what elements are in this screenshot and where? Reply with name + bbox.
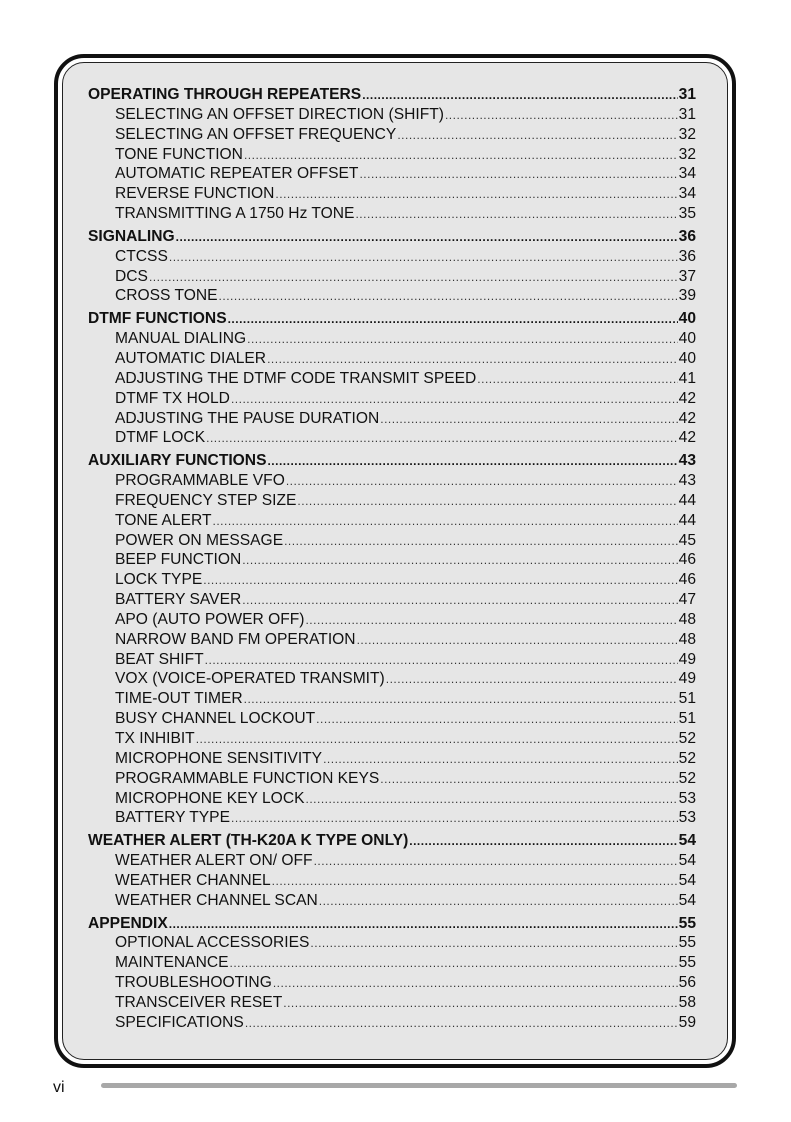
toc-section-heading[interactable] [88,227,696,247]
toc-entry[interactable] [88,267,696,287]
toc-entry-title: WEATHER CHANNEL [115,871,271,889]
toc-entry-page: 34 [678,165,696,183]
dot-leader [284,532,678,552]
page-number: vi [53,1079,65,1096]
toc-entry[interactable] [88,689,696,709]
toc-entry-page: 41 [678,369,696,387]
toc-section [88,451,696,828]
toc-entry-page: 54 [678,852,696,870]
toc-entry-page: 37 [678,267,696,285]
toc-entry-title: FREQUENCY STEP SIZE [115,491,297,509]
toc-entry-title: APPENDIX [88,914,168,932]
dot-leader [205,651,678,671]
dot-leader [310,934,677,954]
dot-leader [213,512,678,532]
toc-entry-title: ADJUSTING THE PAUSE DURATION [115,409,380,427]
toc-entry-page: 51 [678,690,696,708]
toc-entry[interactable] [88,491,696,511]
dot-leader [176,228,678,248]
toc-section [88,914,696,1033]
toc-entry-title: BATTERY TYPE [115,809,230,827]
toc-entry-title: MANUAL DIALING [115,330,247,348]
toc-section-heading[interactable] [88,914,696,934]
toc-entry-page: 49 [678,670,696,688]
toc-entry-title: POWER ON MESSAGE [115,531,284,549]
toc-entry[interactable] [88,428,696,448]
toc-entry-title: SELECTING AN OFFSET DIRECTION (SHIFT) [115,105,444,123]
toc-entry[interactable] [88,349,696,369]
toc-entry-title: PROGRAMMABLE FUNCTION KEYS [115,769,380,787]
toc-entry-title: MICROPHONE KEY LOCK [115,789,305,807]
toc-entry[interactable] [88,550,696,570]
dot-leader [228,310,678,330]
toc-entry-title: DTMF TX HOLD [115,389,230,407]
toc-entry-page: 42 [678,429,696,447]
dot-leader [305,790,677,810]
toc-entry-title: VOX (VOICE-OPERATED TRANSMIT) [115,670,385,688]
toc-entry-page: 32 [678,145,696,163]
toc-entry[interactable] [88,590,696,610]
toc-section-heading[interactable] [88,831,696,851]
toc-entry-page: 55 [678,934,696,952]
dot-leader [445,106,678,126]
dot-leader [247,330,678,350]
toc-entry[interactable] [88,389,696,409]
toc-entry-page: 35 [678,205,696,223]
toc-entry-page: 55 [678,954,696,972]
toc-entry-title: TX INHIBIT [115,730,195,747]
toc-entry[interactable] [88,471,696,491]
toc-entry[interactable] [88,204,696,224]
toc-entry-title: SIGNALING [88,227,175,245]
dot-leader [316,710,677,730]
toc-entry-page: 32 [678,125,696,143]
toc-entry-title: TROUBLESHOOTING [115,974,272,992]
dot-leader [409,832,677,852]
toc-entry-page: 31 [678,86,696,103]
toc-entry-page: 48 [678,610,696,628]
toc-entry-title: TRANSMITTING A 1750 Hz TONE [115,205,355,223]
toc-entry-page: 34 [678,185,696,203]
toc-section [88,85,696,224]
toc-entry[interactable] [88,953,696,973]
toc-entry[interactable] [88,973,696,993]
toc-entry-title: TIME-OUT TIMER [115,690,243,708]
toc-entry-page: 53 [678,809,696,827]
toc-entry-title: LOCK TYPE [115,571,203,589]
toc-entry-page: 43 [678,452,696,470]
toc-entry-title: DTMF FUNCTIONS [88,310,227,328]
toc-entry-page: 53 [678,789,696,807]
dot-leader [380,410,677,430]
toc-entry[interactable] [88,409,696,429]
toc-entry[interactable] [88,105,696,125]
dot-leader [355,205,677,225]
toc-entry-page: 44 [678,511,696,529]
dot-leader [219,287,678,307]
toc-section [88,309,696,448]
toc-entry-page: 52 [678,769,696,787]
toc-entry[interactable] [88,184,696,204]
toc-entry-page: 31 [678,105,696,123]
toc-entry-title: AUTOMATIC REPEATER OFFSET [115,165,359,183]
dot-leader [323,750,678,770]
toc-entry-page: 51 [678,710,696,728]
dot-leader [242,551,677,571]
dot-leader [245,1014,678,1034]
toc-entry[interactable] [88,871,696,891]
toc-entry[interactable] [88,570,696,590]
toc-entry-title: NARROW BAND FM OPERATION [115,630,356,648]
toc-entry-page: 54 [678,891,696,909]
toc-entry-page: 48 [678,630,696,648]
dot-leader [314,852,678,872]
dot-leader [397,126,677,146]
toc-entry-title: WEATHER CHANNEL SCAN [115,891,318,909]
toc-entry-title: WEATHER ALERT ON/ OFF [115,852,313,870]
toc-entry-title: AUXILIARY FUNCTIONS [88,452,267,470]
dot-leader [206,429,678,449]
toc-entry-page: 43 [678,472,696,490]
dot-leader [319,892,678,912]
dot-leader [386,670,678,690]
toc-entry[interactable] [88,164,696,184]
toc-entry[interactable] [88,369,696,389]
toc-entry-title: MAINTENANCE [115,954,229,972]
toc-entry[interactable] [88,749,696,769]
dot-leader [203,571,677,591]
dot-leader [297,492,677,512]
dot-leader [231,809,678,829]
toc-entry[interactable] [88,993,696,1013]
toc-entry-title: BEAT SHIFT [115,650,204,668]
dot-leader [286,472,678,492]
toc-entry-page: 40 [678,330,696,348]
toc-entry-title: WEATHER ALERT (TH-K20A K TYPE ONLY) [88,832,409,850]
toc-entry-title: CROSS TONE [115,287,218,305]
dot-leader [169,248,678,268]
toc-entry-page: 47 [678,591,696,609]
toc-entry-title: BEEP FUNCTION [115,551,242,569]
dot-leader [231,390,678,410]
toc-entry-page: 40 [678,349,696,367]
toc-section-heading[interactable] [88,85,696,105]
toc-entry[interactable] [88,729,696,749]
toc-entry[interactable] [88,1013,696,1033]
toc-entry-title: CTCSS [115,247,168,265]
toc-entry-page: 42 [678,389,696,407]
toc-entry[interactable] [88,650,696,670]
toc-entry-title: ADJUSTING THE DTMF CODE TRANSMIT SPEED [115,369,477,387]
toc-entry-page: 36 [678,247,696,265]
dot-leader [149,268,678,288]
dot-leader [230,954,678,974]
toc-entry-page: 40 [678,310,696,328]
dot-leader [283,994,677,1014]
toc-section [88,831,696,910]
toc-entry[interactable] [88,286,696,306]
toc-entry[interactable] [88,669,696,689]
toc-entry-title: SPECIFICATIONS [115,1013,244,1031]
toc-entry[interactable] [88,933,696,953]
toc-entry-title: DCS [115,267,148,285]
dot-leader [272,872,678,892]
toc-entry-title: BUSY CHANNEL LOCKOUT [115,710,316,728]
toc-entry-page: 58 [678,993,696,1011]
dot-leader [305,611,677,631]
toc-entry[interactable] [88,247,696,267]
dot-leader [267,452,677,472]
toc-entry-title: BATTERY SAVER [115,591,242,609]
toc-entry[interactable] [88,610,696,630]
dot-leader [362,86,677,106]
toc-entry-page: 59 [678,1013,696,1031]
dot-leader [242,591,677,611]
toc-entry-page: 46 [678,551,696,569]
toc-entry[interactable] [88,511,696,531]
toc-entry-page: 46 [678,571,696,589]
dot-leader [275,185,677,205]
toc-entry[interactable] [88,329,696,349]
toc-entry[interactable] [88,630,696,650]
dot-leader [244,146,678,166]
toc-entry[interactable] [88,808,696,828]
toc-entry[interactable] [88,891,696,911]
table-of-contents [88,85,696,1036]
toc-entry[interactable] [88,769,696,789]
toc-entry-title: REVERSE FUNCTION [115,185,275,203]
toc-entry[interactable] [88,531,696,551]
dot-leader [267,350,678,370]
toc-entry-title: SELECTING AN OFFSET FREQUENCY [115,125,397,143]
toc-entry-title: PROGRAMMABLE VFO [115,472,285,490]
toc-entry-page: 39 [678,287,696,305]
toc-entry-title: AUTOMATIC DIALER [115,349,267,367]
toc-entry-page: 44 [678,491,696,509]
toc-entry-title: OPTIONAL ACCESSORIES [115,934,310,952]
toc-entry[interactable] [88,145,696,165]
toc-entry-title: TRANSCEIVER RESET [115,993,283,1011]
toc-entry-page: 52 [678,749,696,767]
toc-section [88,227,696,306]
dot-leader [244,690,678,710]
dot-leader [359,165,677,185]
toc-entry-page: 45 [678,531,696,549]
toc-entry-title: DTMF LOCK [115,429,206,447]
toc-entry-title: TONE FUNCTION [115,145,243,163]
toc-entry-page: 56 [678,974,696,992]
toc-entry-title: APO (AUTO POWER OFF) [115,610,305,628]
toc-entry-page: 52 [678,730,696,747]
toc-entry-page: 49 [678,650,696,668]
toc-section-heading[interactable] [88,309,696,329]
toc-entry[interactable] [88,709,696,729]
dot-leader [380,770,677,790]
toc-entry-page: 42 [678,409,696,427]
dot-leader [273,974,678,994]
footer-rule [101,1083,737,1088]
toc-entry[interactable] [88,125,696,145]
toc-entry-title: TONE ALERT [115,511,212,529]
toc-entry[interactable] [88,789,696,809]
toc-entry[interactable] [88,851,696,871]
dot-leader [357,631,678,651]
toc-entry-page: 54 [678,832,696,850]
toc-entry-title: OPERATING THROUGH REPEATERS [88,86,362,103]
toc-entry-title: MICROPHONE SENSITIVITY [115,749,323,767]
dot-leader [196,730,678,750]
toc-entry-page: 55 [678,914,696,932]
toc-section-heading[interactable] [88,451,696,471]
dot-leader [477,370,677,390]
toc-entry-page: 36 [678,227,696,245]
toc-entry-page: 54 [678,871,696,889]
dot-leader [169,915,678,935]
